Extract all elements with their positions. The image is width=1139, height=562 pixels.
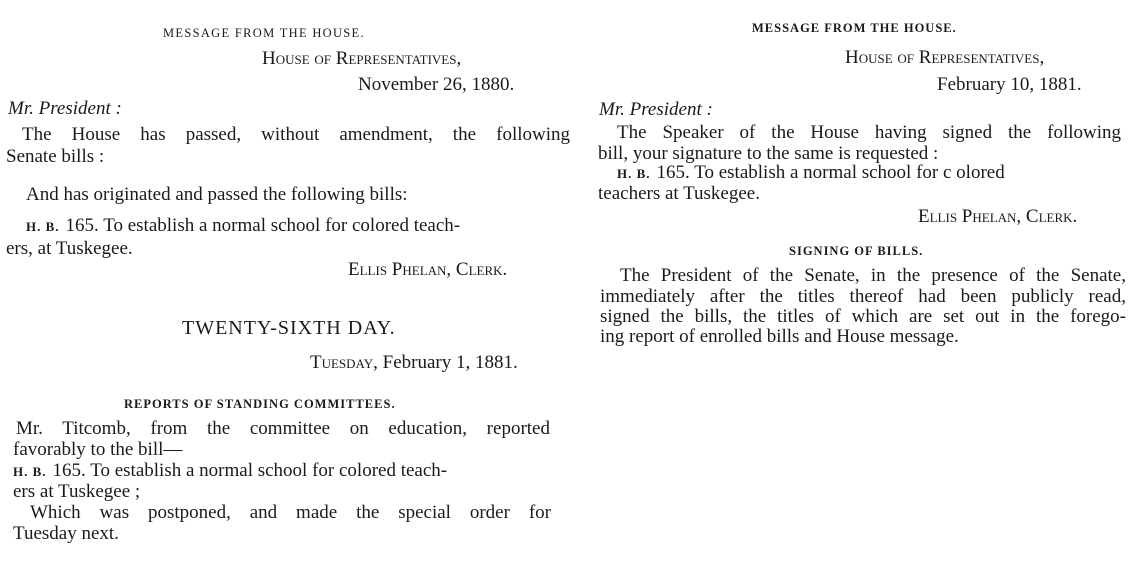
bill-text: 165. To establish a normal school for colored teach- [52,460,448,481]
clerk-name: Ellis Phelan, Clerk. [918,206,1078,227]
paragraph-line: signed the bills, the titles of which are set out in the forego- [600,306,1126,327]
date-line: February 10, 1881. [937,74,1082,95]
paragraph-line: ing report of enrolled bills and House message. [600,326,959,347]
paragraph-line: The House has passed, without amendment, the following [22,124,570,145]
bill-prefix: H. B. [26,219,60,234]
paragraph-line: Senate bills : [6,146,105,167]
clerk-signature [918,206,1077,228]
clerk-name: Ellis Phelan, Clerk. [348,259,508,280]
bill-line [617,162,1005,185]
house-of-representatives: House of Representatives, [845,47,1045,68]
bill-line: ers, at Tuskegee. [6,238,133,259]
bill-prefix: H. B. [13,464,47,479]
salutation: Mr. President : [599,99,713,120]
bill-line [26,215,460,238]
paragraph-line: favorably to the bill— [13,439,183,460]
date: February 1, 1881. [382,352,518,373]
paragraph-line: Which was postponed, and made the special order for [30,502,551,523]
committees-heading: REPORTS OF STANDING COMMITTEES. [124,397,396,411]
signing-heading: SIGNING OF BILLS. [789,244,924,258]
bill-line [13,460,447,483]
paragraph-line: immediately after the titles thereof had been publicly read, [600,286,1126,307]
weekday: Tuesday, [310,352,378,373]
date-line: November 26, 1880. [358,74,515,95]
message-heading: MESSAGE FROM THE HOUSE. [752,21,957,35]
bill-text: 165. To establish a normal school for c olored [656,162,1005,183]
paragraph-line: And has originated and passed the following bills: [26,184,408,205]
paragraph-line: Tuesday next. [13,523,119,544]
clerk-signature [348,259,507,281]
bill-line: ers at Tuskegee ; [13,481,141,502]
message-heading: MESSAGE FROM THE HOUSE. [163,26,365,40]
day-date [310,352,518,374]
paragraph-line: bill, your signature to the same is requested : [598,143,939,164]
bill-line: teachers at Tuskegee. [598,183,760,204]
paragraph-line: Mr. Titcomb, from the committee on education, reported [16,418,550,439]
day-heading: TWENTY-SIXTH DAY. [182,317,396,339]
house-of-representatives: House of Representatives, [262,48,462,69]
paragraph-line: The President of the Senate, in the presence of the Senate, [620,265,1126,286]
salutation: Mr. President : [8,98,122,119]
bill-text: 165. To establish a normal school for colored teach- [65,215,461,236]
paragraph-line: The Speaker of the House having signed the following [617,122,1121,143]
bill-prefix: H. B. [617,166,651,181]
